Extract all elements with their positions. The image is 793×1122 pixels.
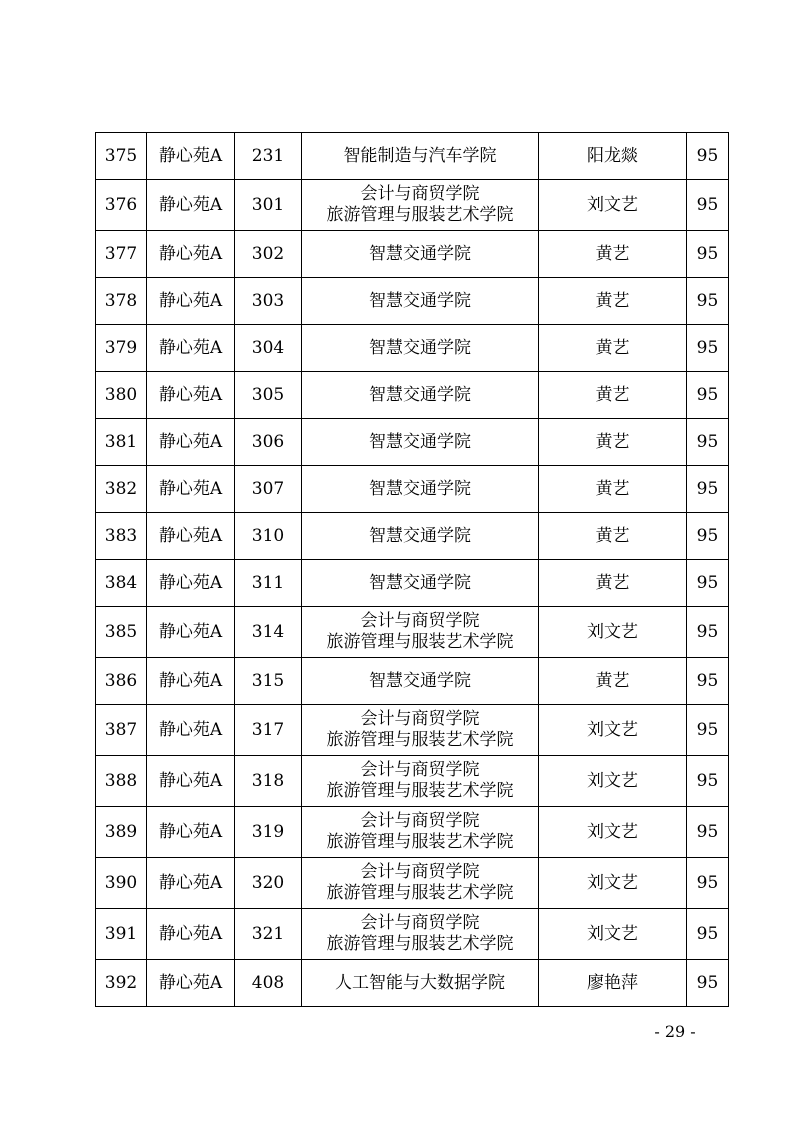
- person-cell: 黄艺: [539, 231, 687, 278]
- table-row: [96, 466, 729, 513]
- college-cell: [302, 607, 539, 658]
- college-name: 旅游管理与服装艺术学院: [326, 205, 514, 225]
- row-number-cell: 385: [96, 607, 147, 658]
- person-cell: 黄艺: [539, 560, 687, 607]
- table-row: [96, 909, 729, 960]
- table-row: [96, 807, 729, 858]
- college-name: 智慧交通学院: [369, 384, 471, 405]
- college-cell: [302, 466, 539, 513]
- score-cell: 95: [687, 607, 729, 658]
- room-cell: 301: [235, 180, 302, 231]
- building-cell: 静心苑A: [147, 278, 235, 325]
- college-cell: [302, 180, 539, 231]
- room-cell: 318: [235, 756, 302, 807]
- college-cell: [302, 325, 539, 372]
- building-cell: 静心苑A: [147, 705, 235, 756]
- college-name: 会计与商贸学院: [360, 184, 480, 204]
- row-number-cell: 375: [96, 133, 147, 180]
- person-cell: 刘文艺: [539, 756, 687, 807]
- college-cell: [302, 231, 539, 278]
- table-row: [96, 133, 729, 180]
- person-cell: 黄艺: [539, 278, 687, 325]
- building-cell: 静心苑A: [147, 231, 235, 278]
- college-cell: [302, 705, 539, 756]
- room-cell: 321: [235, 909, 302, 960]
- person-cell: 黄艺: [539, 658, 687, 705]
- person-cell: 刘文艺: [539, 607, 687, 658]
- college-cell: [302, 858, 539, 909]
- person-cell: 刘文艺: [539, 858, 687, 909]
- page-number: - 29 -: [654, 1022, 696, 1041]
- row-number-cell: 381: [96, 419, 147, 466]
- building-cell: 静心苑A: [147, 607, 235, 658]
- room-cell: 307: [235, 466, 302, 513]
- college-name: 智能制造与汽车学院: [343, 145, 497, 166]
- college-cell: [302, 278, 539, 325]
- building-cell: 静心苑A: [147, 960, 235, 1007]
- room-cell: 320: [235, 858, 302, 909]
- row-number-cell: 379: [96, 325, 147, 372]
- room-cell: 315: [235, 658, 302, 705]
- college-name: 智慧交通学院: [369, 478, 471, 499]
- college-cell: [302, 513, 539, 560]
- score-cell: 95: [687, 466, 729, 513]
- college-name: 智慧交通学院: [369, 337, 471, 358]
- row-number-cell: 380: [96, 372, 147, 419]
- row-number-cell: 390: [96, 858, 147, 909]
- row-number-cell: 392: [96, 960, 147, 1007]
- table-row: [96, 960, 729, 1007]
- college-name: 会计与商贸学院: [360, 709, 480, 729]
- table-row: [96, 325, 729, 372]
- person-cell: 阳龙燚: [539, 133, 687, 180]
- building-cell: 静心苑A: [147, 466, 235, 513]
- table-row: [96, 858, 729, 909]
- person-cell: 黄艺: [539, 325, 687, 372]
- score-cell: 95: [687, 658, 729, 705]
- row-number-cell: 377: [96, 231, 147, 278]
- building-cell: 静心苑A: [147, 133, 235, 180]
- room-cell: 310: [235, 513, 302, 560]
- score-cell: 95: [687, 278, 729, 325]
- college-cell: [302, 960, 539, 1007]
- college-name: 旅游管理与服装艺术学院: [326, 781, 514, 801]
- building-cell: 静心苑A: [147, 560, 235, 607]
- college-cell: [302, 658, 539, 705]
- building-cell: 静心苑A: [147, 419, 235, 466]
- score-cell: 95: [687, 756, 729, 807]
- score-cell: 95: [687, 513, 729, 560]
- table-row: [96, 231, 729, 278]
- college-name: 智慧交通学院: [369, 431, 471, 452]
- row-number-cell: 376: [96, 180, 147, 231]
- person-cell: 刘文艺: [539, 807, 687, 858]
- building-cell: 静心苑A: [147, 372, 235, 419]
- table-row: [96, 705, 729, 756]
- college-name: 旅游管理与服装艺术学院: [326, 730, 514, 750]
- table-row: [96, 607, 729, 658]
- college-cell: [302, 372, 539, 419]
- room-cell: 317: [235, 705, 302, 756]
- row-number-cell: 386: [96, 658, 147, 705]
- room-cell: 303: [235, 278, 302, 325]
- table-row: [96, 513, 729, 560]
- person-cell: 刘文艺: [539, 180, 687, 231]
- row-number-cell: 383: [96, 513, 147, 560]
- room-cell: 408: [235, 960, 302, 1007]
- room-cell: 311: [235, 560, 302, 607]
- table-body: [96, 133, 729, 1007]
- college-name: 旅游管理与服装艺术学院: [326, 632, 514, 652]
- building-cell: 静心苑A: [147, 180, 235, 231]
- dormitory-score-table: [95, 132, 729, 1007]
- score-cell: 95: [687, 560, 729, 607]
- person-cell: 刘文艺: [539, 705, 687, 756]
- building-cell: 静心苑A: [147, 858, 235, 909]
- score-cell: 95: [687, 231, 729, 278]
- table-row: [96, 278, 729, 325]
- college-name: 会计与商贸学院: [360, 611, 480, 631]
- college-cell: [302, 909, 539, 960]
- college-name: 会计与商贸学院: [360, 862, 480, 882]
- building-cell: 静心苑A: [147, 325, 235, 372]
- person-cell: 黄艺: [539, 372, 687, 419]
- table-row: [96, 372, 729, 419]
- college-cell: [302, 807, 539, 858]
- college-name: 旅游管理与服装艺术学院: [326, 934, 514, 954]
- table-row: [96, 756, 729, 807]
- row-number-cell: 391: [96, 909, 147, 960]
- college-name: 智慧交通学院: [369, 572, 471, 593]
- room-cell: 305: [235, 372, 302, 419]
- row-number-cell: 382: [96, 466, 147, 513]
- table-row: [96, 419, 729, 466]
- building-cell: 静心苑A: [147, 756, 235, 807]
- college-name: 会计与商贸学院: [360, 913, 480, 933]
- building-cell: 静心苑A: [147, 909, 235, 960]
- score-cell: 95: [687, 960, 729, 1007]
- row-number-cell: 387: [96, 705, 147, 756]
- score-cell: 95: [687, 180, 729, 231]
- college-name: 智慧交通学院: [369, 290, 471, 311]
- college-name: 会计与商贸学院: [360, 811, 480, 831]
- room-cell: 304: [235, 325, 302, 372]
- college-name: 旅游管理与服装艺术学院: [326, 883, 514, 903]
- building-cell: 静心苑A: [147, 807, 235, 858]
- row-number-cell: 384: [96, 560, 147, 607]
- row-number-cell: 378: [96, 278, 147, 325]
- table-row: [96, 658, 729, 705]
- room-cell: 302: [235, 231, 302, 278]
- room-cell: 314: [235, 607, 302, 658]
- college-cell: [302, 133, 539, 180]
- college-name: 智慧交通学院: [369, 243, 471, 264]
- college-name: 智慧交通学院: [369, 525, 471, 546]
- row-number-cell: 388: [96, 756, 147, 807]
- score-cell: 95: [687, 807, 729, 858]
- college-cell: [302, 756, 539, 807]
- score-cell: 95: [687, 419, 729, 466]
- score-cell: 95: [687, 705, 729, 756]
- person-cell: 黄艺: [539, 513, 687, 560]
- college-cell: [302, 560, 539, 607]
- college-name: 智慧交通学院: [369, 670, 471, 691]
- person-cell: 黄艺: [539, 419, 687, 466]
- score-cell: 95: [687, 858, 729, 909]
- person-cell: 廖艳萍: [539, 960, 687, 1007]
- building-cell: 静心苑A: [147, 513, 235, 560]
- building-cell: 静心苑A: [147, 658, 235, 705]
- person-cell: 刘文艺: [539, 909, 687, 960]
- score-cell: 95: [687, 909, 729, 960]
- score-cell: 95: [687, 372, 729, 419]
- table-row: [96, 560, 729, 607]
- college-name: 旅游管理与服装艺术学院: [326, 832, 514, 852]
- score-cell: 95: [687, 133, 729, 180]
- college-cell: [302, 419, 539, 466]
- row-number-cell: 389: [96, 807, 147, 858]
- college-name: 人工智能与大数据学院: [335, 972, 505, 993]
- college-name: 会计与商贸学院: [360, 760, 480, 780]
- table-row: [96, 180, 729, 231]
- person-cell: 黄艺: [539, 466, 687, 513]
- room-cell: 319: [235, 807, 302, 858]
- score-cell: 95: [687, 325, 729, 372]
- room-cell: 231: [235, 133, 302, 180]
- room-cell: 306: [235, 419, 302, 466]
